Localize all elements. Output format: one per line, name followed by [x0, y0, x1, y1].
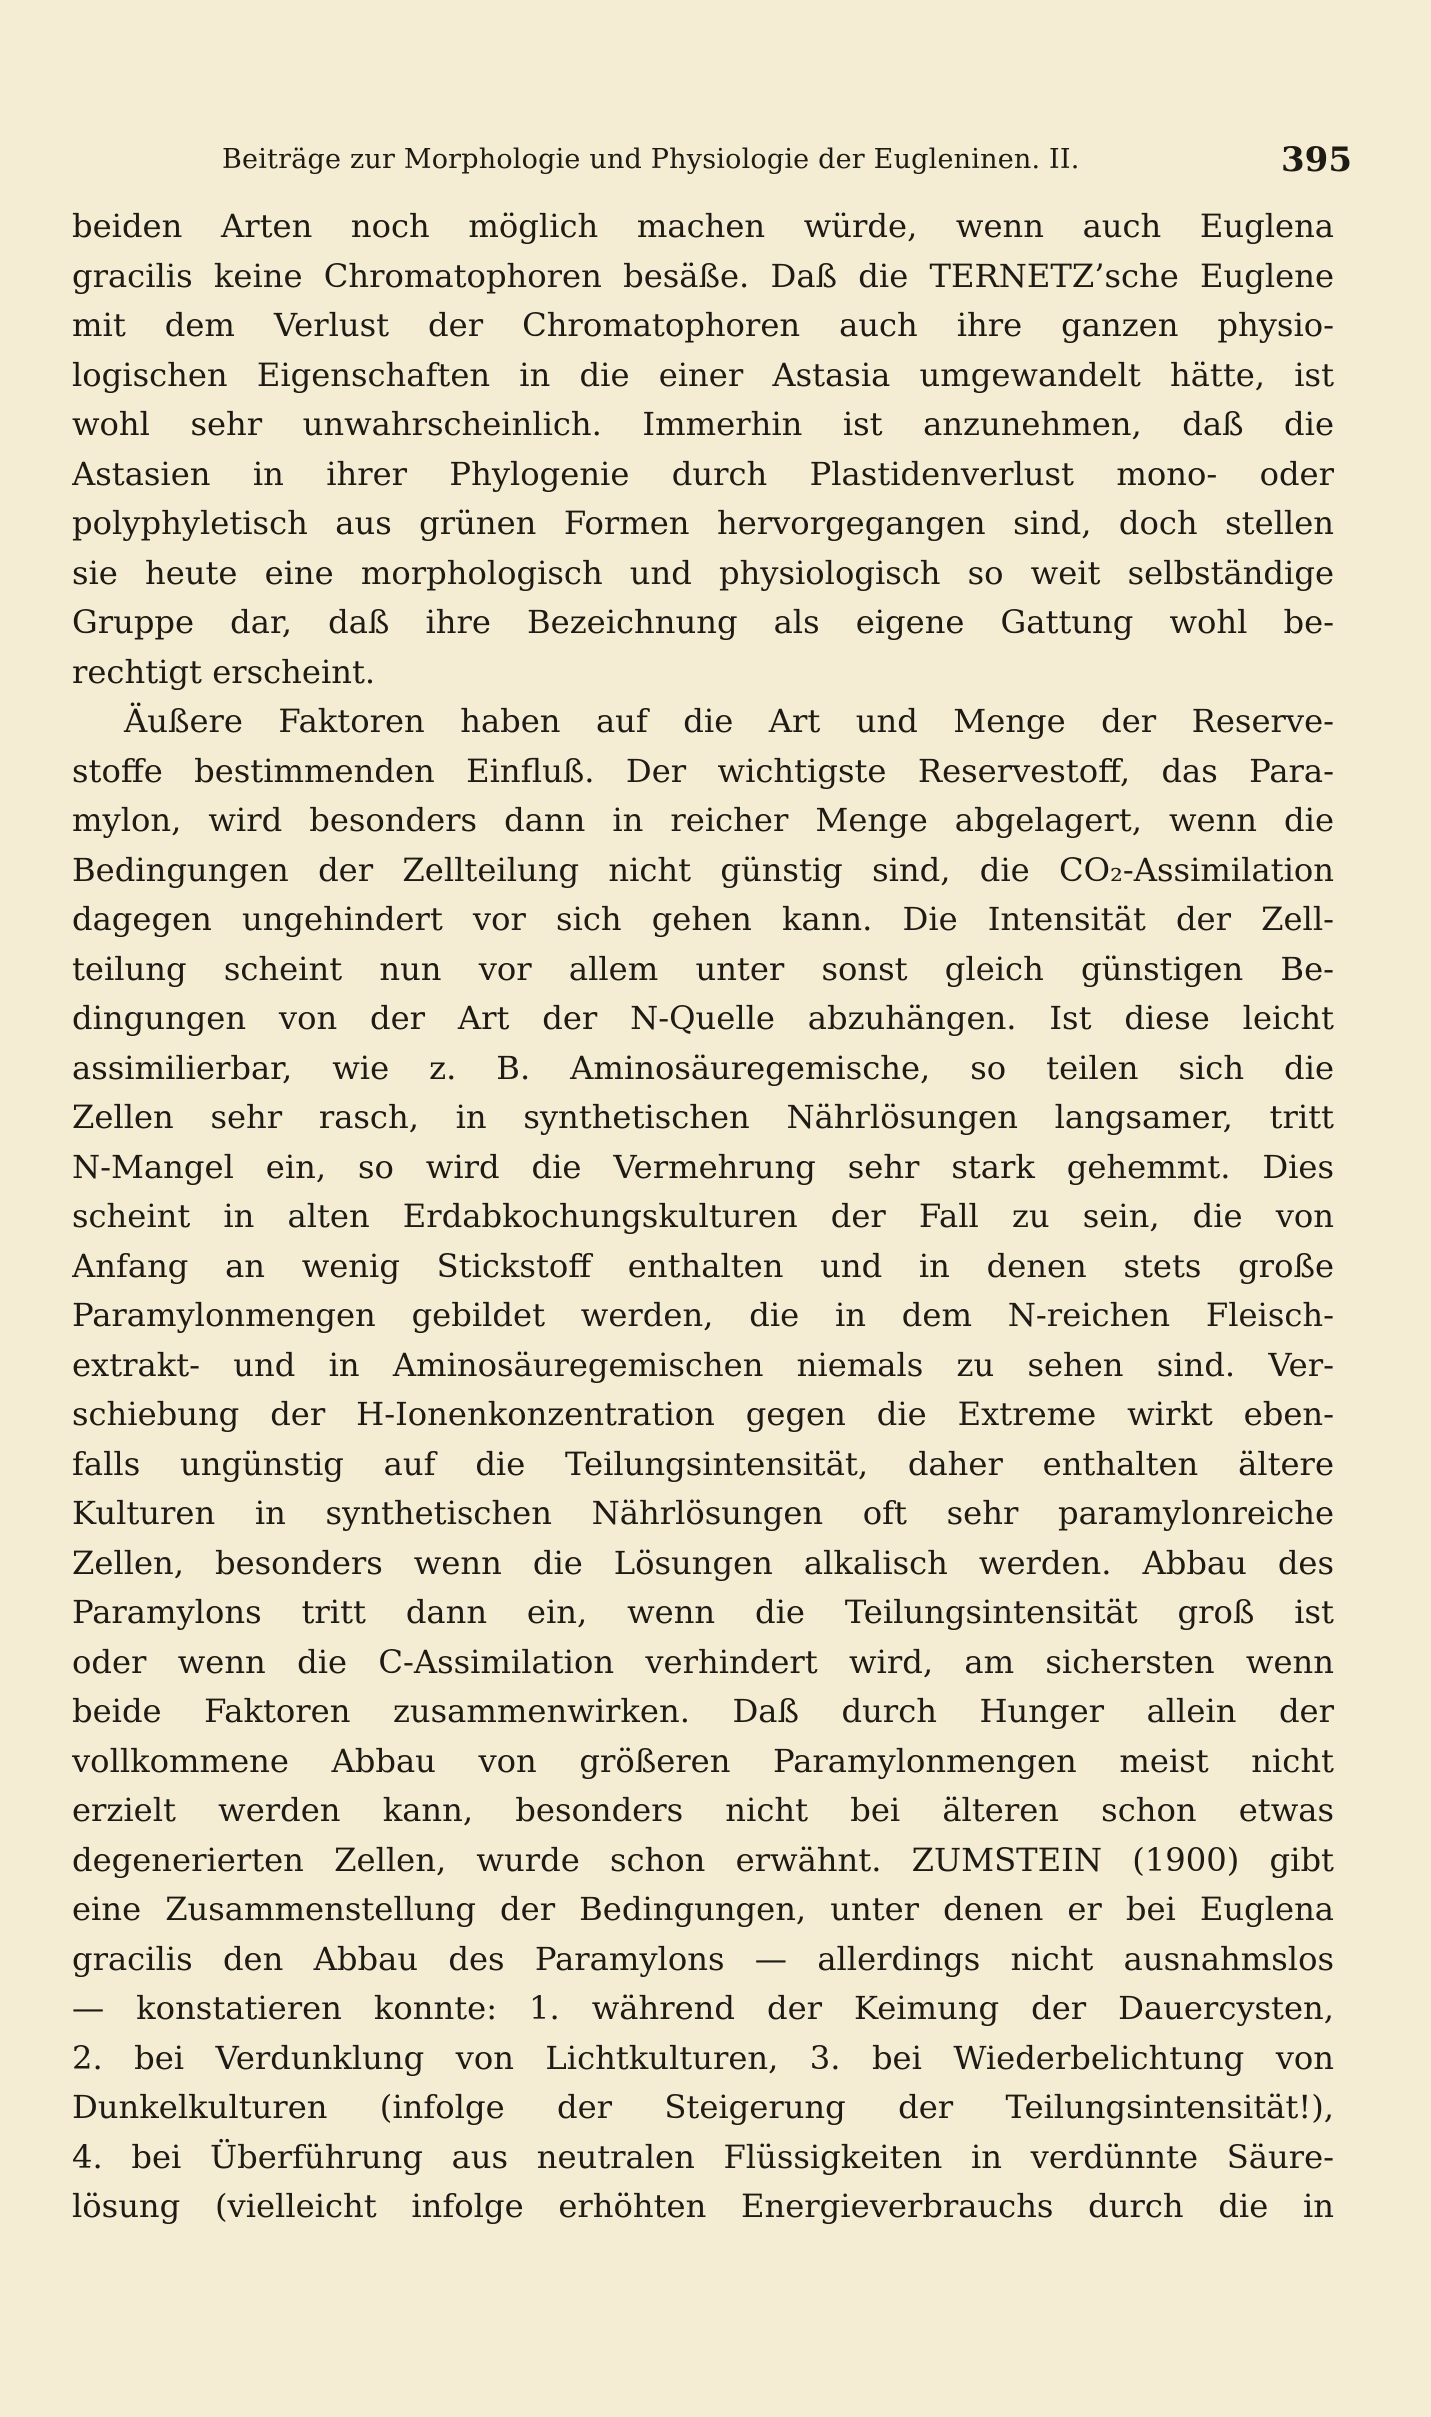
text-line: Zellen sehr rasch, in synthetischen Nährlösungen langsamer, tritt [72, 1098, 1334, 1136]
text-line: oder wenn die C-Assimilation verhindert wird, am sichersten wenn [72, 1642, 1334, 1681]
running-title: Beiträge zur Morphologie und Physiologie der Eugleninen. II. [222, 144, 1080, 175]
text-line: sie heute eine morphologisch und physiologisch so weit selbständige [72, 553, 1334, 592]
text-line-paragraph-start: Äußere Faktoren haben auf die Art und Menge der Reserve- [124, 702, 1334, 740]
text-line: Paramylons tritt dann ein, wenn die Teilungsintensität groß ist [72, 1593, 1334, 1631]
text-line: vollkommene Abbau von größeren Paramylonmengen meist nicht [72, 1741, 1334, 1780]
text-line: Dunkelkulturen (infolge der Steigerung der Teilungsintensität!), [72, 2088, 1334, 2126]
text-line: Zellen, besonders wenn die Lösungen alkalisch werden. Abbau des [72, 1543, 1334, 1582]
text-line: Astasien in ihrer Phylogenie durch Plastidenverlust mono- oder [72, 454, 1334, 493]
text-line: mylon, wird besonders dann in reicher Menge abgelagert, wenn die [72, 801, 1334, 839]
text-line: rechtigt erscheint. [72, 652, 376, 691]
text-line: wohl sehr unwahrscheinlich. Immerhin ist anzunehmen, daß die [72, 405, 1334, 443]
text-line: Gruppe dar, daß ihre Bezeichnung als eigene Gattung wohl be- [72, 603, 1334, 641]
text-line: extrakt- und in Aminosäuregemischen niemals zu sehen sind. Ver- [72, 1345, 1334, 1384]
text-line: gracilis den Abbau des Paramylons — allerdings nicht ausnahmslos [72, 1939, 1334, 1978]
text-line: falls ungünstig auf die Teilungsintensität, daher enthalten ältere [72, 1444, 1334, 1483]
page-number: 395 [1281, 140, 1352, 180]
text-line: mit dem Verlust der Chromatophoren auch ihre ganzen physio- [72, 306, 1334, 344]
text-line: 4. bei Überführung aus neutralen Flüssigkeiten in verdünnte Säure- [72, 2137, 1334, 2176]
text-line: polyphyletisch aus grünen Formen hervorgegangen sind, doch stellen [72, 504, 1334, 542]
text-line: eine Zusammenstellung der Bedingungen, unter denen er bei Euglena [72, 1890, 1334, 1928]
text-line: N-Mangel ein, so wird die Vermehrung sehr stark gehemmt. Dies [72, 1147, 1334, 1186]
text-line: 2. bei Verdunklung von Lichtkulturen, 3. bei Wiederbelichtung von [72, 2038, 1334, 2077]
text-line: beide Faktoren zusammenwirken. Daß durch Hunger allein der [72, 1692, 1334, 1730]
text-line: teilung scheint nun vor allem unter sonst gleich günstigen Be- [72, 949, 1334, 988]
text-line: beiden Arten noch möglich machen würde, wenn auch Euglena [72, 207, 1334, 245]
text-line: gracilis keine Chromatophoren besäße. Daß die TERNETZ’sche Euglene [72, 256, 1334, 295]
text-line: erzielt werden kann, besonders nicht bei älteren schon etwas [72, 1791, 1334, 1829]
text-line: lösung (vielleicht infolge erhöhten Energieverbrauchs durch die in [72, 2187, 1334, 2225]
text-line: — konstatieren konnte: 1. während der Keimung der Dauercysten, [72, 1989, 1334, 2027]
text-line: assimilierbar, wie z. B. Aminosäuregemische, so teilen sich die [72, 1048, 1334, 1087]
text-line: Paramylonmengen gebildet werden, die in dem N-reichen Fleisch- [72, 1296, 1334, 1334]
body-text [72, 202, 1334, 2232]
text-line: stoffe bestimmenden Einfluß. Der wichtigste Reservestoff, das Para- [72, 751, 1334, 790]
text-line: degenerierten Zellen, wurde schon erwähnt. ZUMSTEIN (1900) gibt [72, 1840, 1334, 1879]
text-line: dagegen ungehindert vor sich gehen kann. Die Intensität der Zell- [72, 900, 1334, 938]
running-head [222, 138, 1352, 182]
text-line: Kulturen in synthetischen Nährlösungen oft sehr paramylonreiche [72, 1494, 1334, 1532]
text-line: logischen Eigenschaften in die einer Astasia umgewandelt hätte, ist [72, 355, 1334, 394]
text-line: schiebung der H-Ionenkonzentration gegen die Extreme wirkt eben- [72, 1395, 1334, 1433]
text-line: Bedingungen der Zellteilung nicht günstig sind, die CO₂-Assimilation [72, 850, 1334, 889]
text-line: Anfang an wenig Stickstoff enthalten und in denen stets große [72, 1246, 1334, 1285]
text-line: scheint in alten Erdabkochungskulturen der Fall zu sein, die von [72, 1197, 1334, 1235]
text-line: dingungen von der Art der N-Quelle abzuhängen. Ist diese leicht [72, 999, 1334, 1037]
